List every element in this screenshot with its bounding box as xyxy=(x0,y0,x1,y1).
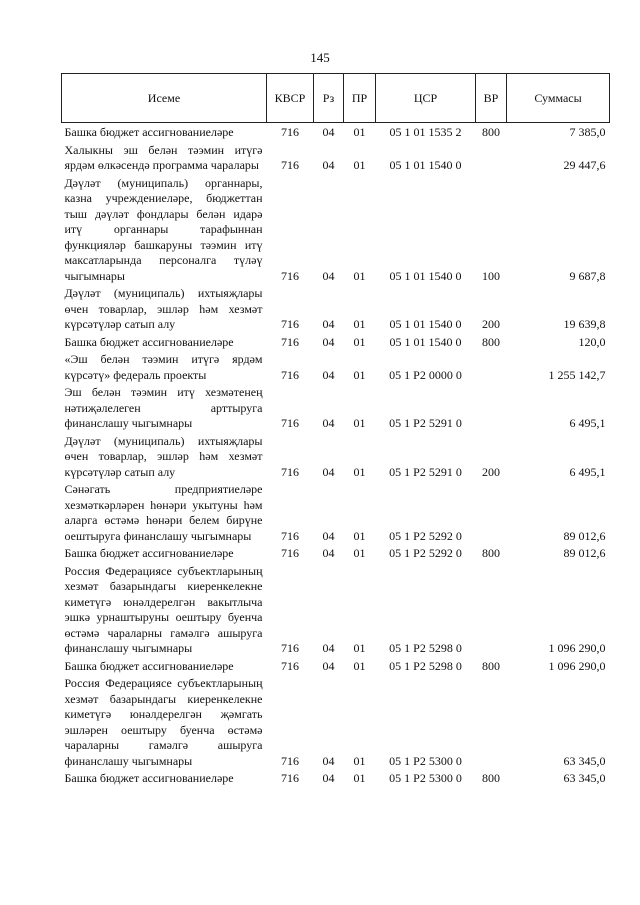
cell-pr: 01 xyxy=(353,658,366,673)
cell-kvsr: 716 xyxy=(281,753,299,768)
cell-pr: 01 xyxy=(353,125,366,139)
table-row xyxy=(62,351,610,384)
cell-name: Дәүләт (муниципаль) ихтыяҗлары өчен товарлар, эшләр һәм хезмәт күрсәтүләр сатып алу xyxy=(64,286,263,331)
cell-vr: 200 xyxy=(482,464,500,479)
cell-name: Россия Федерациясе субъектларының хезмәт базарындагы киеренкелекне киметүгә юнәлдерелгән вакытлыча эшкә урнаштыруны оештыру буенча өстәмә чараларны гамәлгә ашыруга финанслашу чыгымнары xyxy=(64,563,263,655)
cell-vr: 800 xyxy=(482,125,500,139)
cell-sum: 19 639,8 xyxy=(563,317,606,331)
cell-sum: 9 687,8 xyxy=(569,268,606,283)
table-row xyxy=(62,384,610,433)
table-row xyxy=(62,658,610,676)
cell-vr xyxy=(476,384,507,433)
cell-kvsr: 716 xyxy=(281,367,299,382)
cell-pr: 01 xyxy=(353,334,366,349)
header-name: Исеме xyxy=(62,74,267,123)
cell-name: Сәнәгать предприятиеләре хезмәткәрләрен һөнәри укытуны һәм аларга өстәмә һөнәри белем бирүне оештыруга финанслашу чыгымнары xyxy=(64,482,263,543)
table-row xyxy=(62,481,610,545)
cell-vr xyxy=(476,481,507,545)
table-row xyxy=(62,770,610,788)
cell-pr: 01 xyxy=(353,464,366,479)
cell-vr: 800 xyxy=(482,334,500,349)
cell-csr: 05 1 P2 5291 0 xyxy=(389,464,462,479)
cell-rz: 04 xyxy=(322,546,335,560)
cell-name: Башка бюджет ассигнованиеләре xyxy=(64,546,234,560)
cell-pr: 01 xyxy=(353,367,366,382)
cell-sum: 120,0 xyxy=(578,334,606,349)
cell-name: Эш белән тәэмин итү хезмәтенең нәтиҗәлелеген арттыруга финанслашу чыгымнары xyxy=(64,385,263,430)
cell-name: «Эш белән тәэмин итүгә ярдәм күрсәтү» федераль проекты xyxy=(64,352,263,382)
cell-rz: 04 xyxy=(322,125,335,139)
cell-sum: 1 096 290,0 xyxy=(548,641,606,655)
cell-kvsr: 716 xyxy=(281,317,299,331)
cell-rz: 04 xyxy=(322,658,335,673)
cell-pr: 01 xyxy=(353,158,366,172)
cell-name: Дәүләт (муниципаль) органнары, казна учреждениеләре, бюджеттан тыш дәүләт фондлары белән идарә итү органнары тарафыннан функцияләр башкаруны тәэмин итү максатларында персоналга түләү чыгымнары xyxy=(64,175,263,283)
cell-name: Башка бюджет ассигнованиеләре xyxy=(64,771,234,785)
table-row xyxy=(62,175,610,286)
cell-rz: 04 xyxy=(322,464,335,479)
cell-csr: 05 1 01 1540 0 xyxy=(389,317,462,331)
cell-csr: 05 1 P2 0000 0 xyxy=(389,367,462,382)
cell-csr: 05 1 01 1540 0 xyxy=(389,158,462,172)
table-row xyxy=(62,142,610,175)
cell-rz: 04 xyxy=(322,268,335,283)
header-vr: ВР xyxy=(476,74,507,123)
header-kvsr: КВСР xyxy=(267,74,314,123)
cell-pr: 01 xyxy=(353,771,366,785)
cell-rz: 04 xyxy=(322,367,335,382)
cell-vr: 100 xyxy=(482,268,500,283)
cell-rz: 04 xyxy=(322,334,335,349)
cell-vr xyxy=(476,675,507,770)
cell-name: Башка бюджет ассигнованиеләре xyxy=(64,125,234,139)
cell-sum: 7 385,0 xyxy=(569,125,606,139)
cell-pr: 01 xyxy=(353,268,366,283)
cell-sum: 29 447,6 xyxy=(563,158,606,172)
budget-table xyxy=(61,73,610,788)
cell-pr: 01 xyxy=(353,753,366,768)
cell-vr xyxy=(476,142,507,175)
cell-kvsr: 716 xyxy=(281,528,299,543)
cell-sum: 63 345,0 xyxy=(563,771,606,785)
cell-pr: 01 xyxy=(353,317,366,331)
cell-sum: 63 345,0 xyxy=(563,753,606,768)
cell-rz: 04 xyxy=(322,753,335,768)
table-row xyxy=(62,334,610,352)
header-pr: ПР xyxy=(344,74,376,123)
header-sum: Суммасы xyxy=(507,74,610,123)
cell-pr: 01 xyxy=(353,416,366,430)
cell-csr: 05 1 01 1535 2 xyxy=(389,125,462,139)
cell-pr: 01 xyxy=(353,546,366,560)
cell-csr: 05 1 P2 5298 0 xyxy=(389,641,462,655)
cell-kvsr: 716 xyxy=(281,158,299,172)
cell-name: Башка бюджет ассигнованиеләре xyxy=(64,334,234,349)
header-csr: ЦСР xyxy=(376,74,476,123)
cell-csr: 05 1 01 1540 0 xyxy=(389,268,462,283)
cell-rz: 04 xyxy=(322,317,335,331)
cell-name: Башка бюджет ассигнованиеләре xyxy=(64,658,234,673)
cell-kvsr: 716 xyxy=(281,464,299,479)
cell-vr xyxy=(476,563,507,658)
cell-pr: 01 xyxy=(353,641,366,655)
cell-name: Дәүләт (муниципаль) ихтыяҗлары өчен товарлар, эшләр һәм хезмәт күрсәтүләр сатып алу xyxy=(64,433,263,479)
cell-vr: 200 xyxy=(482,317,500,331)
cell-sum: 89 012,6 xyxy=(563,546,606,560)
cell-kvsr: 716 xyxy=(281,658,299,673)
table-row xyxy=(62,563,610,658)
cell-sum: 1 096 290,0 xyxy=(548,658,606,673)
cell-rz: 04 xyxy=(322,641,335,655)
table-row xyxy=(62,675,610,770)
cell-pr: 01 xyxy=(353,528,366,543)
cell-csr: 05 1 P2 5300 0 xyxy=(389,771,462,785)
cell-rz: 04 xyxy=(322,771,335,785)
cell-kvsr: 716 xyxy=(281,771,299,785)
cell-kvsr: 716 xyxy=(281,268,299,283)
cell-csr: 05 1 P2 5292 0 xyxy=(389,528,462,543)
cell-sum: 6 495,1 xyxy=(569,416,606,430)
cell-sum: 1 255 142,7 xyxy=(548,367,606,382)
cell-sum: 6 495,1 xyxy=(569,464,606,479)
cell-kvsr: 716 xyxy=(281,334,299,349)
table-row xyxy=(62,433,610,482)
cell-csr: 05 1 01 1540 0 xyxy=(389,334,462,349)
cell-kvsr: 716 xyxy=(281,125,299,139)
table-row xyxy=(62,123,610,142)
cell-kvsr: 716 xyxy=(281,416,299,430)
page-number: 145 xyxy=(310,50,330,65)
cell-kvsr: 716 xyxy=(281,546,299,560)
cell-csr: 05 1 P2 5292 0 xyxy=(389,546,462,560)
table-row xyxy=(62,285,610,334)
cell-rz: 04 xyxy=(322,528,335,543)
header-rz: Рз xyxy=(314,74,344,123)
cell-vr: 800 xyxy=(482,771,500,785)
cell-vr xyxy=(476,351,507,384)
cell-csr: 05 1 P2 5300 0 xyxy=(389,753,462,768)
cell-csr: 05 1 P2 5298 0 xyxy=(389,658,462,673)
cell-csr: 05 1 P2 5291 0 xyxy=(389,416,462,430)
cell-rz: 04 xyxy=(322,416,335,430)
cell-name: Россия Федерациясе субъектларының хезмәт базарындагы киеренкелекне киметүгә юнәлдерелгән җәмгать эшләрен оештыру буенча өстәмә чараларны гамәлгә ашыруга финанслашу чыгымнары xyxy=(64,676,263,768)
cell-kvsr: 716 xyxy=(281,641,299,655)
cell-sum: 89 012,6 xyxy=(563,528,606,543)
table-row xyxy=(62,545,610,563)
cell-vr: 800 xyxy=(482,546,500,560)
cell-name: Халыкны эш белән тәэмин итүгә ярдәм өлкәсендә программа чаралары xyxy=(64,142,263,172)
cell-rz: 04 xyxy=(322,158,335,172)
table-header-row xyxy=(62,74,610,123)
cell-vr: 800 xyxy=(482,658,500,673)
